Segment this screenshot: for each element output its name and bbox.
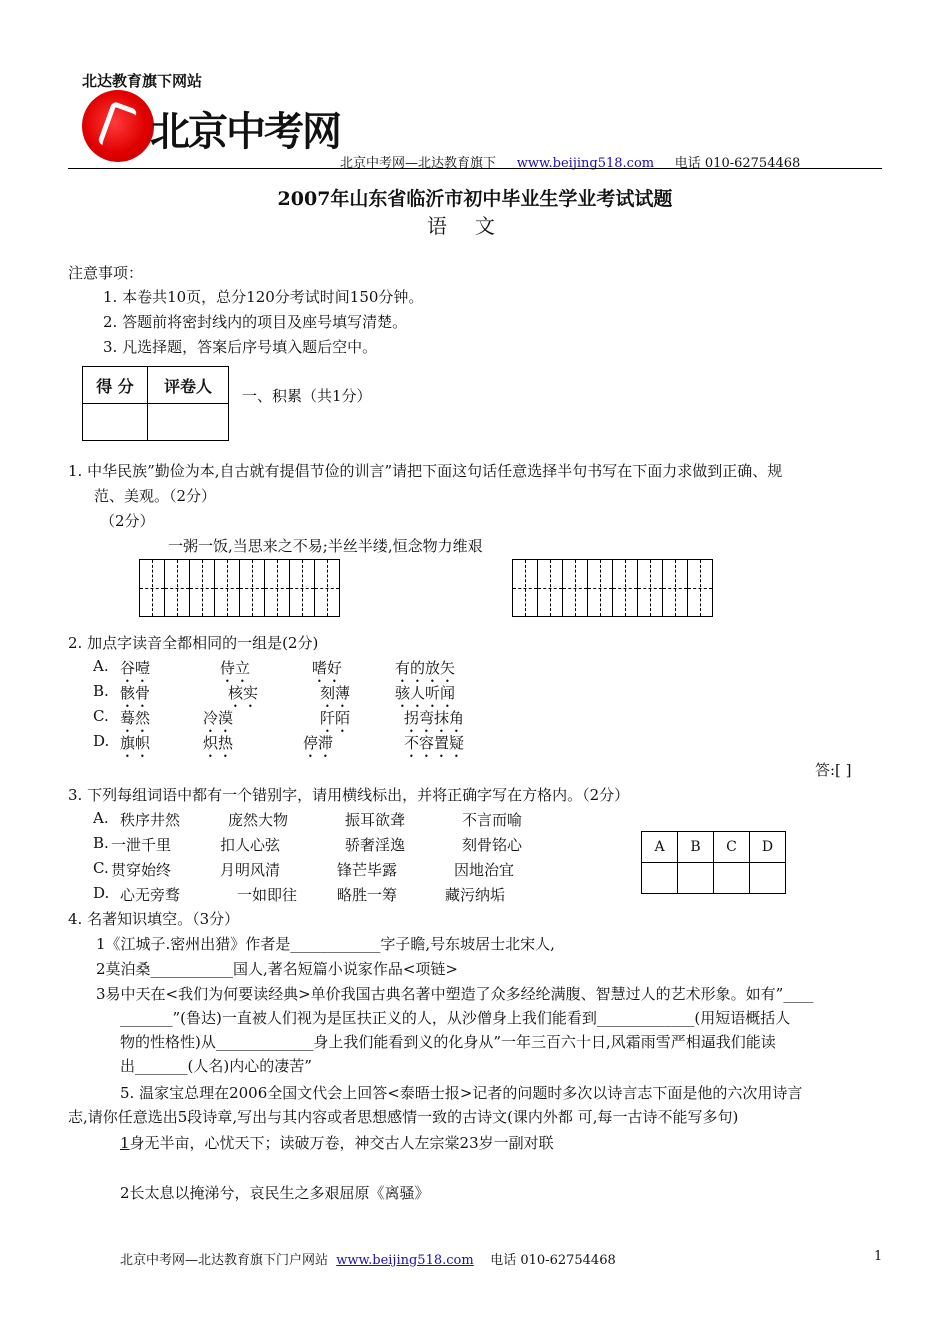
q5-item-text: 身无半亩，心忧天下；读破万卷，神交古人左宗棠23岁一副对联 [129,1134,554,1152]
q3-option-word: 刻骨铭心 [462,836,523,854]
notice-item: 1. 本卷共10页，总分120分考试时间150分钟。 [103,288,424,306]
q4-line: 物的性格性)从_____________身上我们能看到义的化身从”一年三百六十日,风霜雨雪严相逼我们能读 [120,1033,776,1051]
q3-option-word: 心无旁骛 [120,886,181,904]
logo-name: 北京中考网 [150,109,340,155]
q2-option-word: 旗帜 [120,734,151,752]
q2-option-word: 拐弯抹角 [404,709,465,727]
q2-option-word: 炽热 [203,734,234,752]
q2-option-word: 不容置疑 [404,734,465,752]
q3-option-word: 略胜一筹 [337,886,398,904]
notice-item: 2. 答题前将密封线内的项目及座号填写清楚。 [103,313,408,331]
footer-url-link[interactable]: www.beijing518.com [336,1253,474,1268]
score-cell[interactable] [83,404,148,441]
grid-answer-cell[interactable] [678,863,714,894]
page-number: 1 [874,1249,883,1264]
section-heading: 一、积累（共1分） [242,387,372,405]
q3-option-word: 扣人心弦 [220,836,281,854]
grid-label: A [642,832,678,863]
writing-grid-right[interactable] [512,559,713,617]
q1-stem: 1. 中华民族”勤俭为本,自古就有提倡节俭的训言”请把下面这句话任意选择半句书写在下面力求做到正确、规 [68,462,783,480]
q2-option-word: 有的放矢 [395,659,456,677]
q3-option-label: B. [93,834,109,852]
q2-option-word: 核实 [228,684,259,702]
q5-item: 2长太息以掩涕兮，哀民生之多艰屈原《离骚》 [120,1184,430,1202]
grid-answer-cell[interactable] [750,863,786,894]
writing-grid-left[interactable] [139,559,340,617]
q3-answer-grid [641,831,786,894]
logo-icon [82,90,154,162]
q2-option-word: 骇人听闻 [395,684,456,702]
q5-item-number: 1 [120,1134,130,1152]
q1-stem-cont: 范、美观。（2分） [94,487,217,505]
q2-option-word: 骸骨 [120,684,151,702]
q2-option-word: 冷漠 [203,709,234,727]
q3-option-word: 振耳欲聋 [345,811,406,829]
grader-cell[interactable] [148,404,229,441]
q3-option-word: 骄奢淫逸 [345,836,406,854]
q2-option-word: 阡陌 [320,709,351,727]
grid-answer-cell[interactable] [642,863,678,894]
q3-stem: 3. 下列每组词语中都有一个错别字，请用横线标出，并将正确字写在方格内。（2分） [68,786,630,804]
page-title: 2007年山东省临沂市初中毕业生学业考试试题 [277,188,673,210]
grid-label: D [750,832,786,863]
q4-stem: 4. 名著知识填空。（3分） [68,910,240,928]
q3-option-word: 因地治宜 [454,861,515,879]
q3-option-word: 月明风清 [220,861,281,879]
q2-answer-box[interactable]: 答:[ ] [815,761,852,779]
notice-item: 3. 凡选择题，答案后序号填入题后空中。 [103,338,378,356]
q3-option-word: 秩序井然 [120,811,181,829]
header-phone: 电话 010-62754468 [674,156,801,171]
q2-option-label: B. [93,682,109,700]
footer-phone: 电话 010-62754468 [490,1253,616,1268]
q2-option-word: 刻薄 [320,684,351,702]
grader-header: 评卷人 [148,367,229,404]
q3-option-word: 一泄千里 [111,836,172,854]
q1-points: （2分） [100,512,155,530]
score-table [82,366,229,441]
q3-option-word: 贯穿始终 [111,861,172,879]
q2-stem: 2. 加点字读音全都相同的一组是(2分) [68,634,319,652]
q3-option-word: 锋芒毕露 [337,861,398,879]
q1-quote: 一粥一饭,当思来之不易;半丝半缕,恒念物力维艰 [168,537,483,555]
page-subtitle: 语文 [427,214,523,238]
header-divider [68,168,882,169]
header-site: 北京中考网—北达教育旗下 [340,156,497,171]
q3-option-word: 庞然大物 [228,811,289,829]
header-url-link[interactable]: www.beijing518.com [516,156,655,171]
q2-option-label: A. [93,657,109,675]
q4-line: 2莫泊桑___________国人,著名短篇小说家作品<项链> [96,960,458,978]
q3-option-word: 藏污纳垢 [445,886,506,904]
q2-option-label: D. [93,732,110,750]
q5-item [120,1132,554,1153]
q3-option-label: D. [93,884,110,902]
score-header: 得 分 [83,367,148,404]
q2-option-word: 谷噎 [120,659,151,677]
grid-label: B [678,832,714,863]
q3-option-word: 不言而喻 [462,811,523,829]
q5-stem-cont: 志,请你任意选出5段诗章,写出与其内容或者思想感情一致的古诗文(课内外都 可,每一古诗不能写多句) [68,1108,739,1126]
footer-site: 北京中考网—北达教育旗下门户网站 [120,1253,329,1268]
q2-option-label: C. [93,707,109,725]
q2-option-word: 蓦然 [120,709,151,727]
footer [120,1249,616,1268]
grid-label: C [714,832,750,863]
q2-option-word: 停滞 [303,734,334,752]
q4-line: 出_______(人名)内心的凄苦” [120,1057,312,1075]
q2-option-word: 侍立 [220,659,251,677]
q3-option-word: 一如即往 [237,886,298,904]
notice-heading: 注意事项： [68,264,144,282]
q3-option-label: A. [93,809,109,827]
q4-line: 1《江城子.密州出猎》作者是____________字子瞻,号东坡居士北宋人, [96,935,555,953]
q2-option-word: 嗜好 [312,659,343,677]
q5-stem: 5. 温家宝总理在2006全国文代会上回答<泰晤士报>记者的问题时多次以诗言志下面是他的六次用诗言 [120,1084,803,1102]
logo-tagline: 北达教育旗下网站 [82,72,203,90]
grid-answer-cell[interactable] [714,863,750,894]
q3-option-label: C. [93,859,109,877]
q4-line: 3易中天在<我们为何要读经典>单价我国古典名著中塑造了众多经纶满腹、智慧过人的艺术形象。如有”____ [96,985,814,1003]
q4-line: _______”(鲁达)一直被人们视为是匡扶正义的人，从沙僧身上我们能看到_____________(用短语概括人 [120,1009,791,1027]
